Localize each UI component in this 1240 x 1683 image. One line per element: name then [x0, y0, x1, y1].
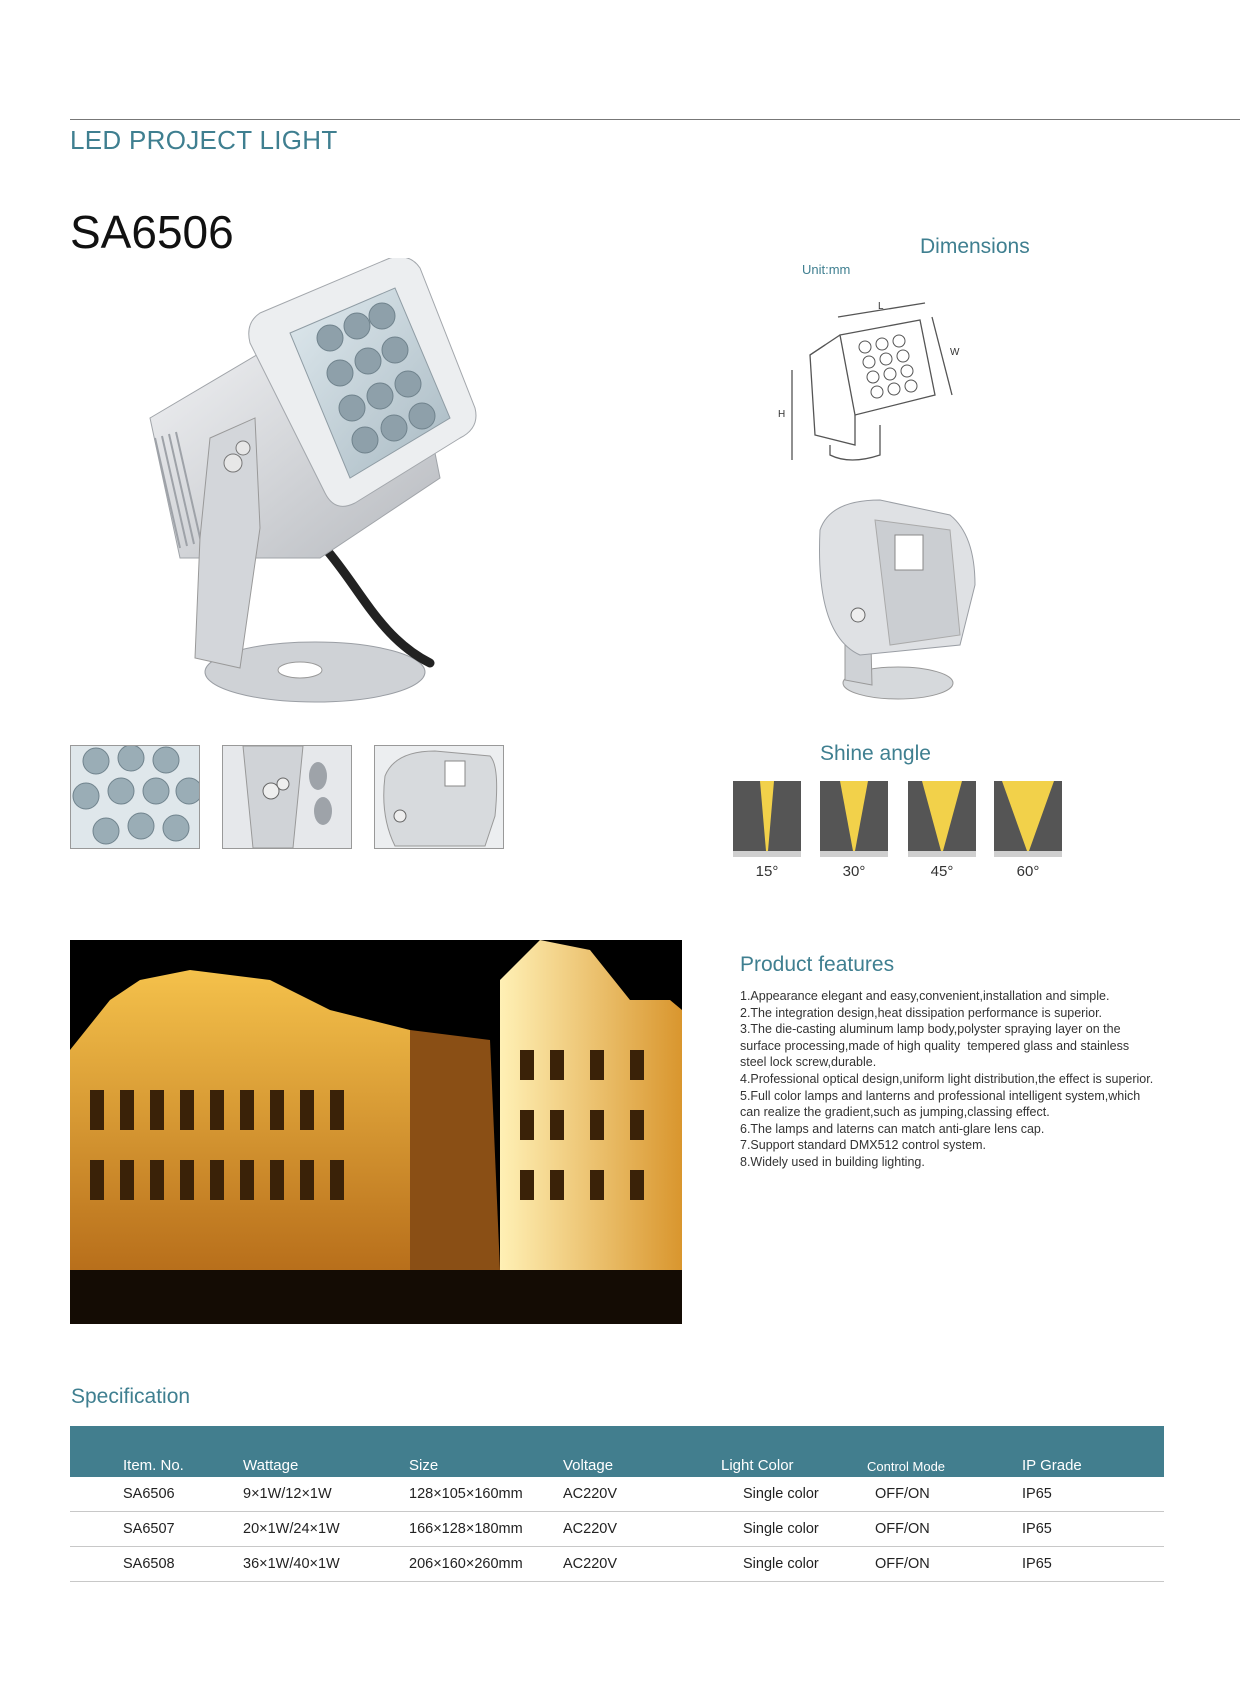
- feature-line: 5.Full color lamps and lanterns and professional intelligent system,which: [740, 1088, 1141, 1103]
- dimensions-title: Dimensions: [920, 235, 1030, 258]
- dimensions-unit: Unit:mm: [802, 262, 851, 277]
- spec-col-control-mode: Control Mode: [867, 1459, 946, 1474]
- table-row: [70, 1477, 1164, 1512]
- spec-cell: IP65: [1022, 1547, 1164, 1582]
- spec-header-row: [70, 1426, 1164, 1477]
- spec-cell: IP65: [1022, 1512, 1164, 1547]
- table-row: [70, 1512, 1164, 1547]
- bracket-closeup-icon: [223, 746, 351, 848]
- angle-label-15: 15°: [755, 863, 779, 880]
- spec-cell: 166×128×180mm: [409, 1512, 563, 1547]
- product-side-image: [810, 495, 985, 705]
- thumbnail-back-view[interactable]: [374, 745, 504, 849]
- angle-label-30: 30°: [842, 863, 866, 880]
- specification-table: [70, 1426, 1164, 1582]
- table-row: [70, 1547, 1164, 1582]
- spec-cell: SA6506: [123, 1477, 243, 1512]
- dim-label-length: L: [878, 301, 884, 312]
- spec-cell: 36×1W/40×1W: [243, 1547, 409, 1582]
- spec-cell: 9×1W/12×1W: [243, 1477, 409, 1512]
- feature-line: 2.The integration design,heat dissipation performance is superior.: [740, 1005, 1103, 1020]
- angle-45-diagram: [908, 781, 976, 857]
- spec-cell: AC220V: [563, 1512, 721, 1547]
- feature-line: 4.Professional optical design,uniform light distribution,the effect is superior.: [740, 1071, 1154, 1086]
- dim-label-width: W: [950, 347, 960, 358]
- angle-60-diagram: [994, 781, 1062, 857]
- feature-line: can realize the gradient,such as jumping,classing effect.: [740, 1105, 1050, 1120]
- thumbnail-bracket-closeup[interactable]: [222, 745, 352, 849]
- header-rule: [70, 119, 1240, 120]
- spec-col-voltage: Voltage: [563, 1457, 614, 1474]
- product-main-image: [140, 258, 520, 718]
- spec-cell: Single color: [721, 1547, 867, 1582]
- angle-30-diagram: [820, 781, 888, 857]
- spec-col-ip-grade: IP Grade: [1022, 1457, 1082, 1474]
- spec-cell: 20×1W/24×1W: [243, 1512, 409, 1547]
- shine-angle-title: Shine angle: [820, 742, 931, 765]
- spec-col-item: Item. No.: [123, 1457, 184, 1474]
- spec-cell: SA6508: [123, 1547, 243, 1582]
- dim-label-height: H: [778, 409, 786, 420]
- feature-line: 7.Support standard DMX512 control system.: [740, 1138, 986, 1153]
- lens-closeup-icon: [71, 746, 199, 848]
- spec-cell: AC220V: [563, 1477, 721, 1512]
- features-title: Product features: [740, 953, 895, 976]
- feature-line: surface processing,made of high quality tempered glass and stainless: [740, 1038, 1130, 1053]
- feature-line: 8.Widely used in building lighting.: [740, 1154, 925, 1169]
- feature-line: 1.Appearance elegant and easy,convenient,installation and simple.: [740, 989, 1110, 1003]
- building-application-photo: [70, 940, 682, 1324]
- spec-cell: AC220V: [563, 1547, 721, 1582]
- angle-label-60: 60°: [1016, 863, 1040, 880]
- feature-line: 6.The lamps and laterns can match anti-glare lens cap.: [740, 1121, 1045, 1136]
- spec-cell: 206×160×260mm: [409, 1547, 563, 1582]
- spec-cell: Single color: [721, 1477, 867, 1512]
- angle-label-45: 45°: [930, 863, 954, 880]
- specification-title: Specification: [71, 1385, 191, 1408]
- spec-cell: SA6507: [123, 1512, 243, 1547]
- category-title: LED PROJECT LIGHT: [70, 125, 338, 155]
- spec-cell: Single color: [721, 1512, 867, 1547]
- features-list: [740, 988, 1180, 1171]
- model-title: SA6506: [70, 206, 234, 258]
- feature-line: 3.The die-casting aluminum lamp body,polyster spraying layer on the: [740, 1022, 1121, 1037]
- spec-cell: 128×105×160mm: [409, 1477, 563, 1512]
- spec-col-size: Size: [409, 1457, 439, 1474]
- spec-col-wattage: Wattage: [243, 1457, 299, 1474]
- spec-col-light-color: Light Color: [721, 1457, 794, 1474]
- feature-line: steel lock screw,durable.: [740, 1055, 877, 1070]
- back-view-icon: [375, 746, 503, 848]
- spec-cell: OFF/ON: [867, 1547, 1022, 1582]
- dimension-drawing: [770, 295, 970, 470]
- spec-cell: OFF/ON: [867, 1512, 1022, 1547]
- thumbnail-lens-closeup[interactable]: [70, 745, 200, 849]
- spec-cell: IP65: [1022, 1477, 1164, 1512]
- angle-15-diagram: [733, 781, 801, 857]
- spec-cell: OFF/ON: [867, 1477, 1022, 1512]
